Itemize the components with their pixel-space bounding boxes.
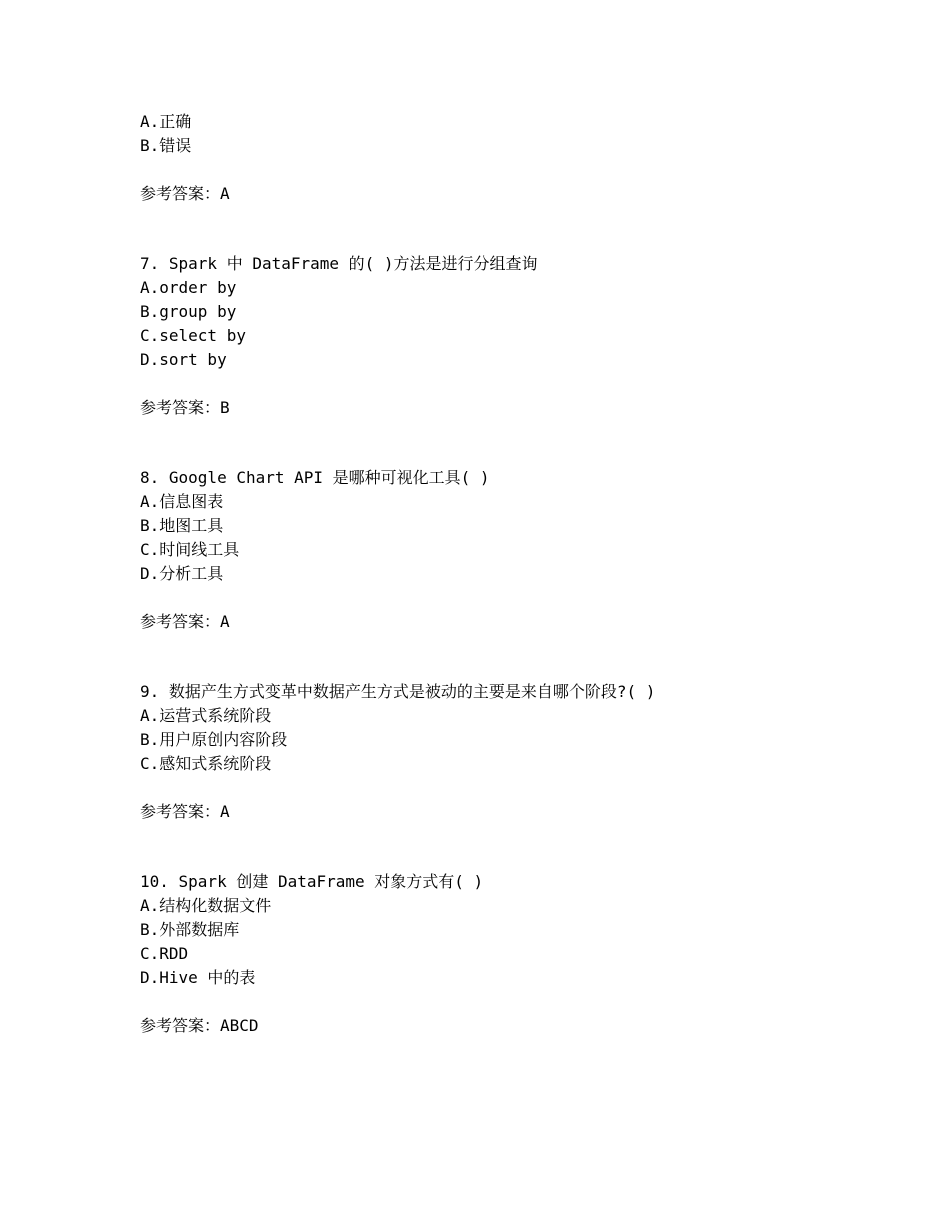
question-7 (140, 252, 900, 420)
option-c: C.感知式系统阶段 (140, 754, 272, 773)
option-b: B.外部数据库 (140, 920, 240, 939)
option-a: A.信息图表 (140, 492, 224, 511)
question-title: 10. Spark 创建 DataFrame 对象方式有( ) (140, 872, 484, 891)
option-c: C.RDD (140, 944, 189, 963)
option-d: D.sort by (140, 350, 227, 369)
reference-answer: 参考答案：A (140, 612, 230, 631)
reference-answer: 参考答案：A (140, 802, 230, 821)
reference-answer: 参考答案：B (140, 398, 230, 417)
option-a: A.运营式系统阶段 (140, 706, 272, 725)
question-title: 7. Spark 中 DataFrame 的( )方法是进行分组查询 (140, 254, 538, 273)
question-9 (140, 680, 900, 824)
option-b: B.错误 (140, 136, 192, 155)
option-b: B.用户原创内容阶段 (140, 730, 288, 749)
reference-answer: 参考答案：A (140, 184, 230, 203)
question-title: 9. 数据产生方式变革中数据产生方式是被动的主要是来自哪个阶段?( ) (140, 682, 656, 701)
option-d: D.Hive 中的表 (140, 968, 256, 987)
option-b: B.地图工具 (140, 516, 224, 535)
option-c: C.select by (140, 326, 246, 345)
question-8 (140, 466, 900, 634)
option-a: A.order by (140, 278, 237, 297)
option-a: A.正确 (140, 112, 192, 131)
option-b: B.group by (140, 302, 237, 321)
option-c: C.时间线工具 (140, 540, 240, 559)
option-d: D.分析工具 (140, 564, 224, 583)
option-a: A.结构化数据文件 (140, 896, 272, 915)
document-page (140, 110, 900, 1038)
question-title: 8. Google Chart API 是哪种可视化工具( ) (140, 468, 490, 487)
intro-block (140, 110, 900, 206)
reference-answer: 参考答案：ABCD (140, 1016, 259, 1035)
question-10 (140, 870, 900, 1038)
